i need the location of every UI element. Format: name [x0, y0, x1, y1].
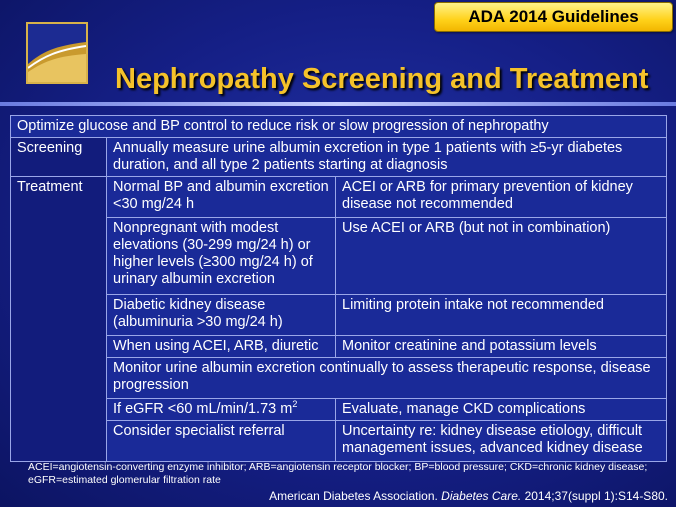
treatment-label: Treatment [11, 177, 107, 462]
condition-cell: Nonpregnant with modest elevations (30-299 mg/24 h) or higher levels (≥300 mg/24 h) of urinary albumin excretion [107, 218, 336, 295]
guidelines-table [10, 115, 667, 462]
citation-details: 2014;37(suppl 1):S14-S80. [524, 489, 668, 503]
referral-condition-cell: Consider specialist referral [107, 421, 336, 462]
citation-prefix: American Diabetes Association. [269, 489, 438, 503]
title-divider [0, 102, 676, 106]
action-cell: Limiting protein intake not recommended [336, 295, 667, 336]
egfr-condition-cell [107, 399, 336, 421]
screening-label: Screening [11, 138, 107, 177]
screening-text: Annually measure urine albumin excretion in type 1 patients with ≥5-yr diabetes duration, and all type 2 patients starting at diagnosis [107, 138, 667, 177]
action-cell: ACEI or ARB for primary prevention of kidney disease not recommended [336, 177, 667, 218]
intro-cell: Optimize glucose and BP control to reduce risk or slow progression of nephropathy [11, 116, 667, 138]
egfr-condition-text: If eGFR <60 mL/min/1.73 m [113, 401, 293, 417]
egfr-superscript: 2 [292, 399, 298, 410]
citation-journal: Diabetes Care. [441, 489, 522, 503]
action-cell: Monitor creatinine and potassium levels [336, 336, 667, 358]
ada-logo [26, 22, 88, 84]
condition-cell: Diabetic kidney disease (albuminuria >30 mg/24 h) [107, 295, 336, 336]
action-cell: Use ACEI or ARB (but not in combination) [336, 218, 667, 295]
condition-cell: When using ACEI, ARB, diuretic [107, 336, 336, 358]
monitor-cell: Monitor urine albumin excretion continually to assess therapeutic response, disease progression [107, 358, 667, 399]
condition-cell: Normal BP and albumin excretion <30 mg/24 h [107, 177, 336, 218]
egfr-action-cell: Evaluate, manage CKD complications [336, 399, 667, 421]
abbreviations-footnote: ACEI=angiotensin-converting enzyme inhibitor; ARB=angiotensin receptor blocker; BP=blood pressure; CKD=chronic kidney disease; eGFR=estimated glomerular filtration rate [28, 461, 648, 486]
citation [269, 489, 668, 503]
page-title: Nephropathy Screening and Treatment [115, 63, 649, 95]
referral-action-cell: Uncertainty re: kidney disease etiology, difficult management issues, advanced kidney disease [336, 421, 667, 462]
guidelines-badge: ADA 2014 Guidelines [434, 2, 673, 32]
